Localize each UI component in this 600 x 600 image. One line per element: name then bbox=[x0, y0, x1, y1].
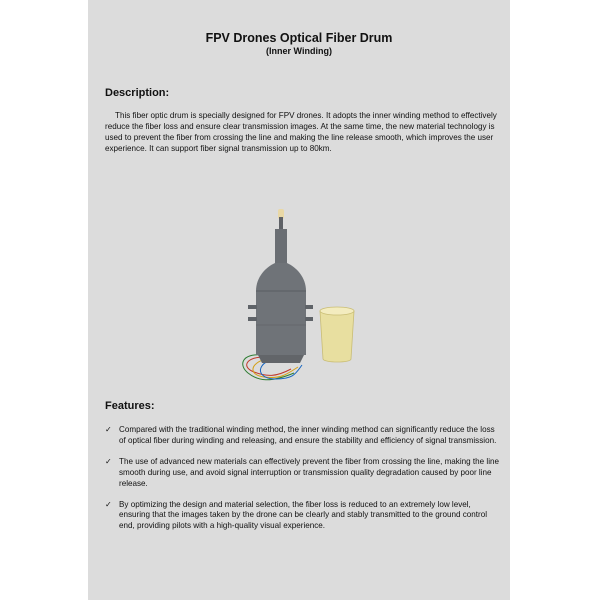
description-text: This fiber optic drum is specially designed for FPV drones. It adopts the inner winding method to effectively reduce the fiber loss and ensure clear transmission images. At the same time, the new material technology is used to prevent the fiber from crossing the line and making the line release smooth, which improves the user experience. It can support fiber signal transmission up to 80km. bbox=[105, 111, 497, 153]
feature-text: Compared with the traditional winding method, the inner winding method can significantly reduce the loss of optical fiber during winding and releasing, and ensure the stability and efficiency of signal transmission. bbox=[119, 425, 497, 445]
features-list bbox=[105, 425, 500, 542]
check-icon: ✓ bbox=[105, 425, 112, 434]
fiber-drum-image bbox=[236, 207, 366, 387]
features-heading: Features: bbox=[105, 400, 155, 412]
feature-item bbox=[105, 425, 500, 447]
page-title: FPV Drones Optical Fiber Drum bbox=[205, 31, 393, 45]
check-icon: ✓ bbox=[105, 456, 112, 466]
document-page bbox=[88, 0, 510, 600]
feature-item bbox=[105, 500, 500, 533]
page-subtitle: (Inner Winding) bbox=[266, 46, 332, 56]
feature-text: By optimizing the design and material selection, the fiber loss is reduced to an extremely low level, ensuring that the images taken by the drone can be clearly and stably transmitted to the ground control end, providing pilots with a high-quality visual experience. bbox=[119, 499, 488, 531]
feature-text: The use of advanced new materials can effectively prevent the fiber from crossing the line, making the line smooth during use, and avoid signal interruption or transmission quality degradation caused by poor line release. bbox=[119, 456, 500, 488]
feature-item bbox=[105, 457, 500, 490]
check-icon: ✓ bbox=[105, 499, 112, 509]
description-heading: Description: bbox=[105, 87, 170, 99]
